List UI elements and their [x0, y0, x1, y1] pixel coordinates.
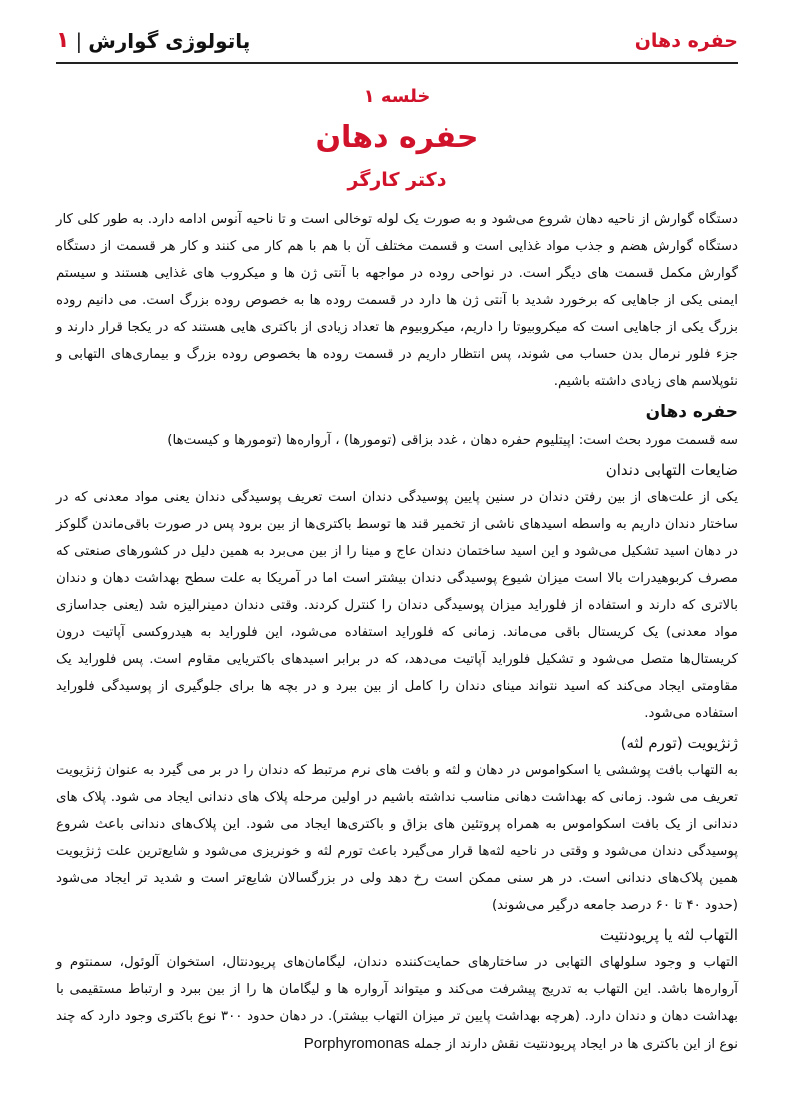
header-book-info: [56, 28, 250, 53]
caries-heading: ضایعات التهابی دندان: [605, 461, 738, 479]
main-title: حفره دهان: [315, 120, 479, 155]
periodontitis-text: التهاب و وجود سلولهای التهابی در ساختارهای حمایت‌کننده دندان، لیگامان‌های پریودنتال، استخوان آلوئول، سمنتوم و آرواره‌ها باشد. این التهاب به تدریج پیشرفت می‌کند و میتواند آرواره ها و لیگامان ها را از بین ببرد و ارتباط مستقیمی با بهداشت دهان و دندان دارد. (هرچه بهداشت پایین تر میزان التهاب بیشتر). در دهان حدود ۳۰۰ نوع باکتری وجود دارد که چند نوع از این باکتری ها در ایجاد پریودنتیت نقش دارند از جمله: [56, 955, 738, 1052]
book-title: پاتولوژی گوارش: [88, 28, 251, 53]
document-page: [56, 0, 738, 1103]
author-name: دکتر کارگر: [347, 169, 447, 191]
gingivitis-paragraph: به التهاب بافت پوششی یا اسکواموس در دهان و لثه و بافت های نرم مرتبط که دندان را در بر می گیرد به عنوان ژنژیویت تعریف می شود. زمانی که بهداشت دهانی مناسب نداشته باشیم در اولین مرحله پلاک های دندانی ایجاد می شود. پلاک های دندانی از یک بافت اسکواموس به همراه پروتئین های بزاق و باکتری‌ها ایجاد می شود. این پلاک‌های دندانی باعث شروع پوسیدگی دندان می‌شود و وقتی در ناحیه لثه‌ها قرار می‌گیرد باعث تورم لثه و خونریزی می‌شود و شایع‌ترین علت ژنژیویت همین پلاک‌های دندانی است. در هر سنی ممکن است رخ دهد ولی در بزرگسالان شایع‌تر است و شدید تر ایجاد می‌شود (حدود ۴۰ تا ۶۰ درصد جامعه درگیر می‌شوند): [56, 763, 738, 913]
periodontitis-paragraph: [56, 949, 738, 1058]
caries-paragraph: یکی از علت‌های از بین رفتن دندان در سنین پایین پوسیدگی دندان است تعریف پوسیدگی دندان یعنی مواد معدنی که در ساختار دندان داریم به واسطه اسیدهای ناشی از تخمیر قند ها توسط باکتری‌ها از بین برود پس در صورت باقی‌ماندن گلوکز در دهان اسید تشکیل می‌شود و این اسید ساختمان دندان عاج و مینا را از بین می‌برد به همین دلیل در کشورهای صنعتی که مصرف کربوهیدرات بالا است میزان شیوع پوسیدگی دندان بیشتر است اما در آمریکا به علت سطح بهداشت دهان و دندان بالاتری که دارند و استفاده از فلوراید میزان پوسیدگی دندان را کنترل کردند. وقتی دندان دمینرالیزه شد (یعنی جداسازی مواد معدنی) یک کریستال باقی می‌ماند. زمانی که فلوراید استفاده می‌شود، این فلوراید به هیدروکسی آپاتیت درون کریستال‌ها متصل می‌شود و تشکیل فلوراید آپاتیت می‌دهد، که در برابر اسیدهای باکتریایی مقاوم است. پس فلوراید یک مقاومتی ایجاد می‌کند که اسید نتواند مینای دندان را کامل از بین ببرد و در بچه ها برای جلوگیری از پوسیدگی فلوراید استفاده می‌شود.: [56, 490, 738, 721]
bacteria-name: Porphyromonas: [303, 1035, 410, 1052]
body-content: [56, 206, 738, 1058]
intro-paragraph: دستگاه گوارش از ناحیه دهان شروع می‌شود و به صورت یک لوله توخالی است و تا ناحیه آنوس ادامه دارد. به طور کلی کار دستگاه گوارش هضم و جذب مواد غذایی است و قسمت مختلف آن با هم با هم کار می کنند و کار هر قسمت از دستگاه گوارش مکمل قسمت های دیگر است. در نواحی روده در مواجهه با آنتی ژن ها و میکروب های غذایی هستند و سیستم ایمنی یکی از جاهایی که برخورد شدید با آنتی ژن ها دارد در قسمت روده ها به خصوص روده بزرگ است. می دانیم روده بزرگ یکی از جاهایی است که میکروبیوتا را داریم، میکروبیوم ها تعداد زیادی از باکتری هایی هستند که در یکجا قرار دارند و جزء فلور نرمال بدن حساب می شوند، پس انتظار داریم در قسمت روده ها بخصوص روده بزرگ و بیماری‌های التهابی و نئوپلاسم های زیادی داشته باشیم.: [56, 212, 738, 389]
periodontitis-heading: التهاب لثه یا پریودنتیت: [599, 926, 738, 944]
page-number: ۱: [56, 28, 70, 53]
chapter-title: حفره دهان: [634, 30, 738, 52]
page-header: [56, 26, 738, 64]
oral-cavity-heading: حفره دهان: [645, 402, 738, 422]
gingivitis-heading: ژنژیویت (تورم لثه): [620, 734, 738, 752]
title-block: [56, 84, 738, 194]
oral-cavity-intro: سه قسمت مورد بحث است: اپیتلیوم حفره دهان ، غدد بزاقی (تومورها) ، آرواره‌ها (تومورها و کیست‌ها): [167, 433, 738, 448]
session-label: خلسه ۱: [363, 86, 431, 107]
header-separator: |: [75, 28, 83, 53]
